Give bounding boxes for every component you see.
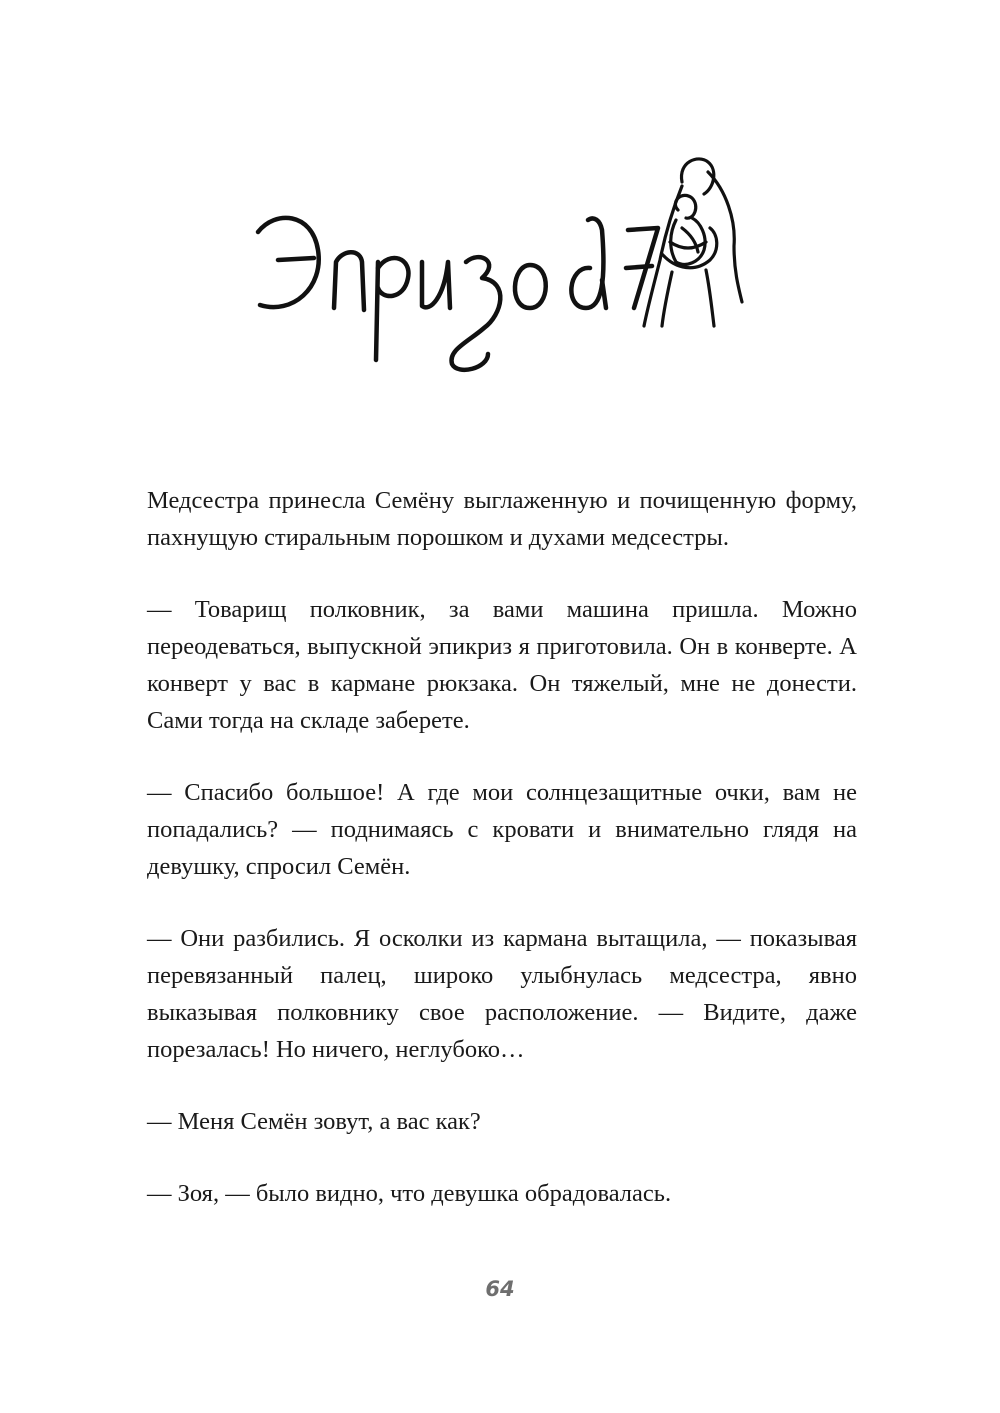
paragraph: — Товарищ полковник, за вами машина пришла. Можно переодеваться, выпускной эпикриз я приготовила. Он в конверте. А конверт у вас в кармане рюкзака. Он тяжелый, мне не донести. Сами тогда на складе заберете.: [147, 596, 857, 734]
paragraph: Медсестра принесла Семёну выглаженную и почищенную форму, пахнущую стиральным порошком и духами медсестры.: [147, 487, 857, 551]
chapter-title-handwritten: [230, 150, 790, 400]
body-text: [147, 482, 857, 1247]
chapter-heading: [230, 150, 790, 400]
paragraph: — Зоя, — было видно, что девушка обрадовалась.: [147, 1180, 672, 1207]
paragraph: — Меня Семён зовут, а вас как?: [147, 1108, 481, 1135]
page-number: 64: [485, 1277, 515, 1301]
paragraph: — Спасибо большое! А где мои солнцезащитные очки, вам не попадались? — поднимаясь с кровати и внимательно глядя на девушку, спросил Семён.: [147, 779, 857, 880]
illustration-figure-icon: [644, 159, 742, 326]
paragraph: — Они разбились. Я осколки из кармана вытащила, — показывая перевязанный палец, широко улыбнулась медсестра, явно выказывая полковнику свое расположение. — Видите, даже порезалась! Но ничего, неглубоко…: [147, 925, 857, 1063]
